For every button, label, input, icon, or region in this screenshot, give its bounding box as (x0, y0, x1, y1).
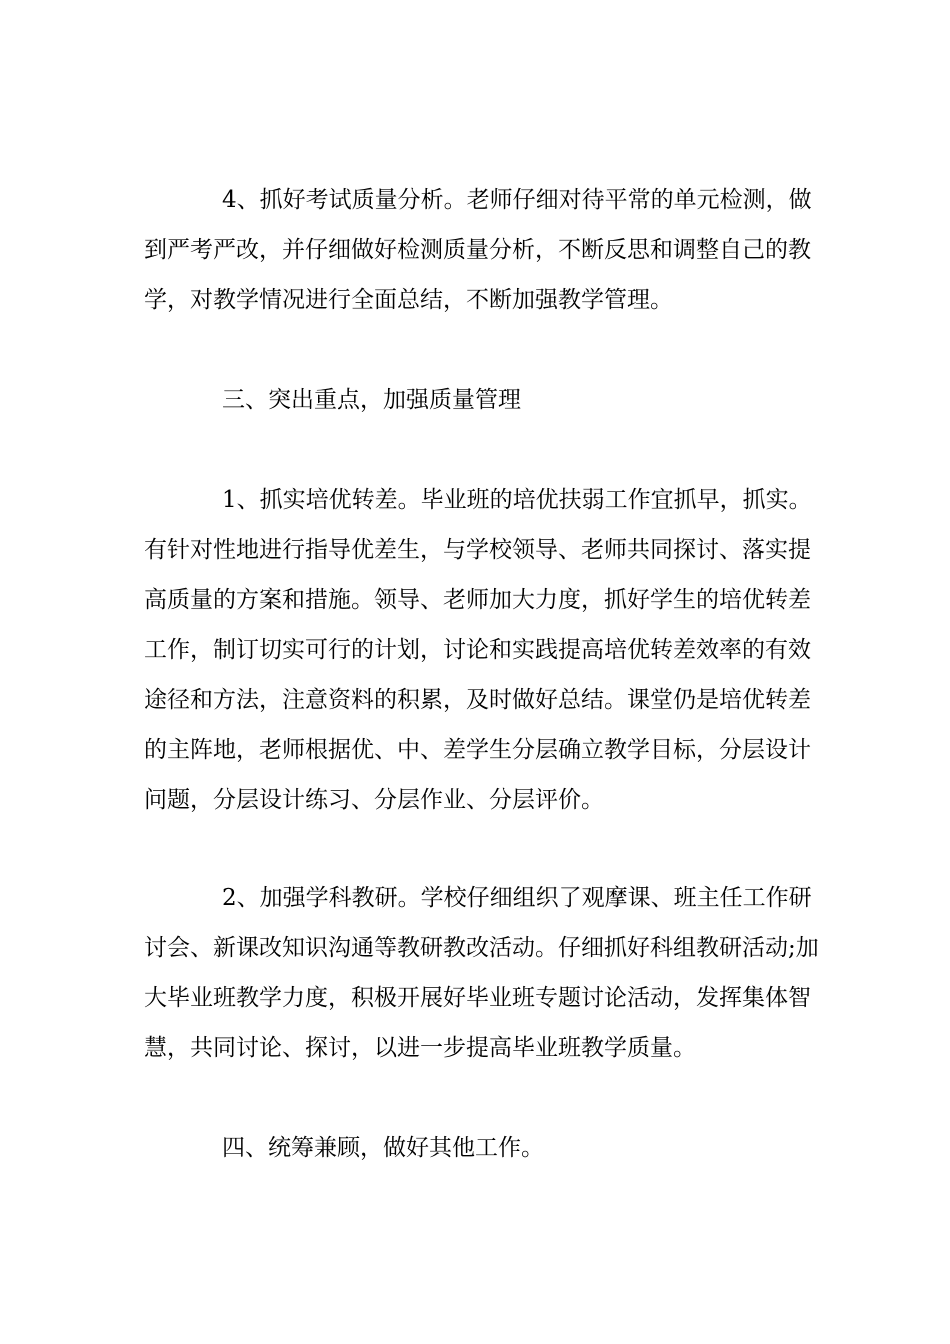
text-line: 问题，分层设计练习、分层作业、分层评价。 (144, 787, 604, 813)
text-line: 2、加强学科教研。学校仔细组织了观摩课、班主任工作研 (222, 885, 812, 911)
text-line: 途径和方法，注意资料的积累，及时做好总结。课堂仍是培优转差 (144, 687, 811, 713)
text-line: 工作，制订切实可行的计划，讨论和实践提高培优转差效率的有效 (144, 637, 811, 663)
text-line: 4、抓好考试质量分析。老师仔细对待平常的单元检测，做 (222, 187, 812, 213)
text-line: 学，对教学情况进行全面总结，不断加强教学管理。 (144, 287, 673, 313)
text-line: 有针对性地进行指导优差生，与学校领导、老师共同探讨、落实提 (144, 537, 811, 563)
text-line: 慧，共同讨论、探讨，以进一步提高毕业班教学质量。 (144, 1035, 696, 1061)
text-line: 大毕业班教学力度，积极开展好毕业班专题讨论活动，发挥集体智 (144, 985, 811, 1011)
text-line: 到严考严改，并仔细做好检测质量分析，不断反思和调整自己的教 (144, 237, 811, 263)
heading-line: 四、统筹兼顾，做好其他工作。 (222, 1135, 544, 1161)
text-line: 的主阵地，老师根据优、中、差学生分层确立教学目标，分层设计 (144, 737, 811, 763)
text-line: 高质量的方案和措施。领导、老师加大力度，抓好学生的培优转差 (144, 587, 811, 613)
text-line: 讨会、新课改知识沟通等教研教改活动。仔细抓好科组教研活动;加 (144, 935, 819, 961)
heading-line: 三、突出重点，加强质量管理 (222, 387, 521, 413)
text-line: 1、抓实培优转差。毕业班的培优扶弱工作宜抓早，抓实。 (222, 487, 812, 513)
